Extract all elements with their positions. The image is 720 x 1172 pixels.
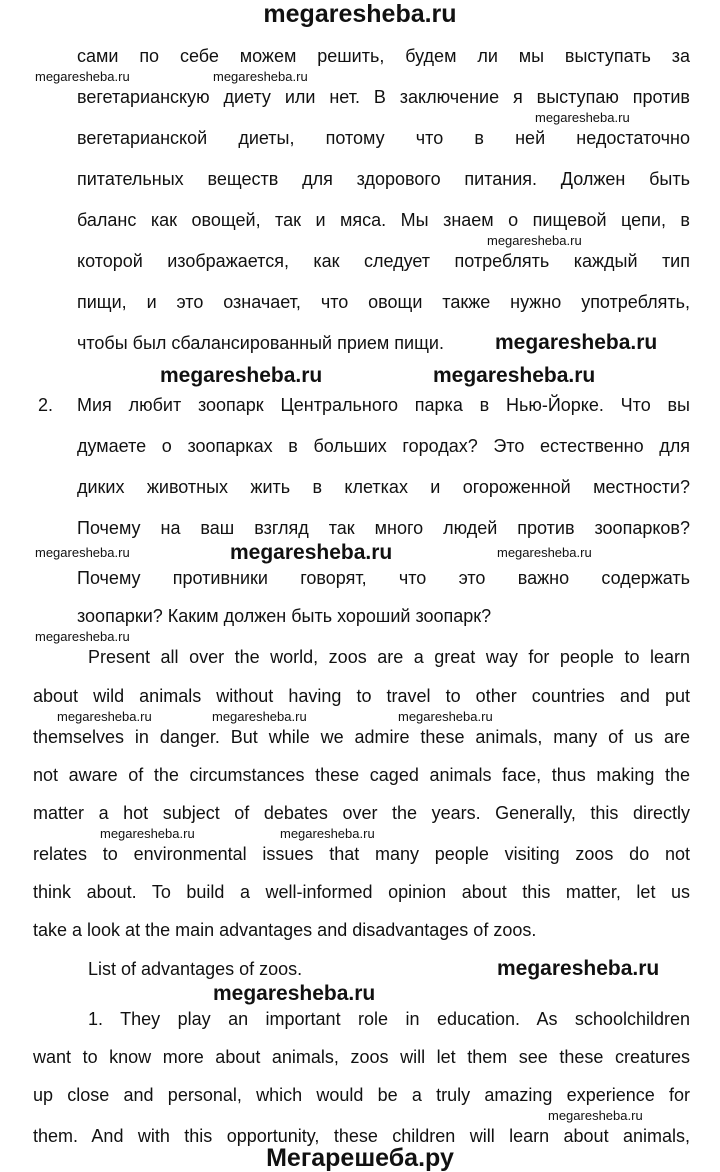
text-line: Present all over the world, zoos are a great way for people to learn	[88, 647, 690, 667]
site-footer[interactable]: Мегарешеба.ру	[266, 1144, 454, 1172]
text-line: up close and personal, which would be a truly amazing experience for	[33, 1085, 690, 1105]
watermark: megaresheba.ru	[433, 364, 596, 387]
watermark: megaresheba.ru	[230, 541, 393, 564]
watermark: megaresheba.ru	[100, 826, 195, 841]
text-line: пищи, и это означает, что овощи также нужно употреблять,	[77, 292, 690, 312]
watermark: megaresheba.ru	[398, 709, 493, 724]
watermark: megaresheba.ru	[497, 957, 660, 980]
watermark: megaresheba.ru	[548, 1108, 643, 1123]
text-line: 1. They play an important role in education. As schoolchildren	[88, 1009, 690, 1029]
watermark: megaresheba.ru	[35, 545, 130, 560]
text-line: питательных веществ для здорового питания. Должен быть	[77, 169, 690, 189]
watermark: megaresheba.ru	[497, 545, 592, 560]
text-line: вегетарианскую диету или нет. В заключение я выступаю против	[77, 87, 690, 107]
text-line: matter a hot subject of debates over the years. Generally, this directly	[33, 803, 690, 823]
text-line: которой изображается, как следует потреблять каждый тип	[77, 251, 690, 271]
text-line: думаете о зоопарках в больших городах? Это естественно для	[77, 436, 690, 456]
text-line: баланс как овощей, так и мяса. Мы знаем о пищевой цепи, в	[77, 210, 690, 230]
text-line: want to know more about animals, zoos will let them see these creatures	[33, 1047, 690, 1067]
text-line: themselves in danger. But while we admire these animals, many of us are	[33, 727, 690, 747]
watermark: megaresheba.ru	[213, 69, 308, 84]
watermark: megaresheba.ru	[495, 331, 658, 354]
watermark: megaresheba.ru	[487, 233, 582, 248]
text-line: about wild animals without having to travel to other countries and put	[33, 686, 690, 706]
watermark: megaresheba.ru	[35, 69, 130, 84]
question-number: 2.	[38, 395, 54, 415]
list-heading: List of advantages of zoos.	[88, 959, 303, 979]
text-line: чтобы был сбалансированный прием пищи.	[77, 333, 444, 353]
text-line: сами по себе можем решить, будем ли мы выступать за	[77, 46, 690, 66]
text-line: диких животных жить в клетках и огороженной местности?	[77, 477, 690, 497]
text-line: Почему противники говорят, что это важно содержать	[77, 568, 690, 588]
text-line: not aware of the circumstances these caged animals face, thus making the	[33, 765, 690, 785]
watermark: megaresheba.ru	[212, 709, 307, 724]
text-line: them. And with this opportunity, these children will learn about animals,	[33, 1126, 690, 1146]
site-header[interactable]: megaresheba.ru	[263, 0, 457, 28]
text-line: вегетарианской диеты, потому что в ней недостаточно	[77, 128, 690, 148]
text-line: think about. To build a well-informed opinion about this matter, let us	[33, 882, 690, 902]
watermark: megaresheba.ru	[280, 826, 375, 841]
watermark: megaresheba.ru	[535, 110, 630, 125]
text-line: Мия любит зоопарк Центрального парка в Нью-Йорке. Что вы	[77, 395, 690, 415]
watermark: megaresheba.ru	[160, 364, 323, 387]
watermark: megaresheba.ru	[213, 982, 376, 1005]
text-line: зоопарки? Каким должен быть хороший зоопарк?	[77, 606, 492, 626]
watermark: megaresheba.ru	[57, 709, 152, 724]
text-line: Почему на ваш взгляд так много людей против зоопарков?	[77, 518, 690, 538]
watermark: megaresheba.ru	[35, 629, 130, 644]
text-line: relates to environmental issues that many people visiting zoos do not	[33, 844, 690, 864]
text-line: take a look at the main advantages and disadvantages of zoos.	[33, 920, 537, 940]
